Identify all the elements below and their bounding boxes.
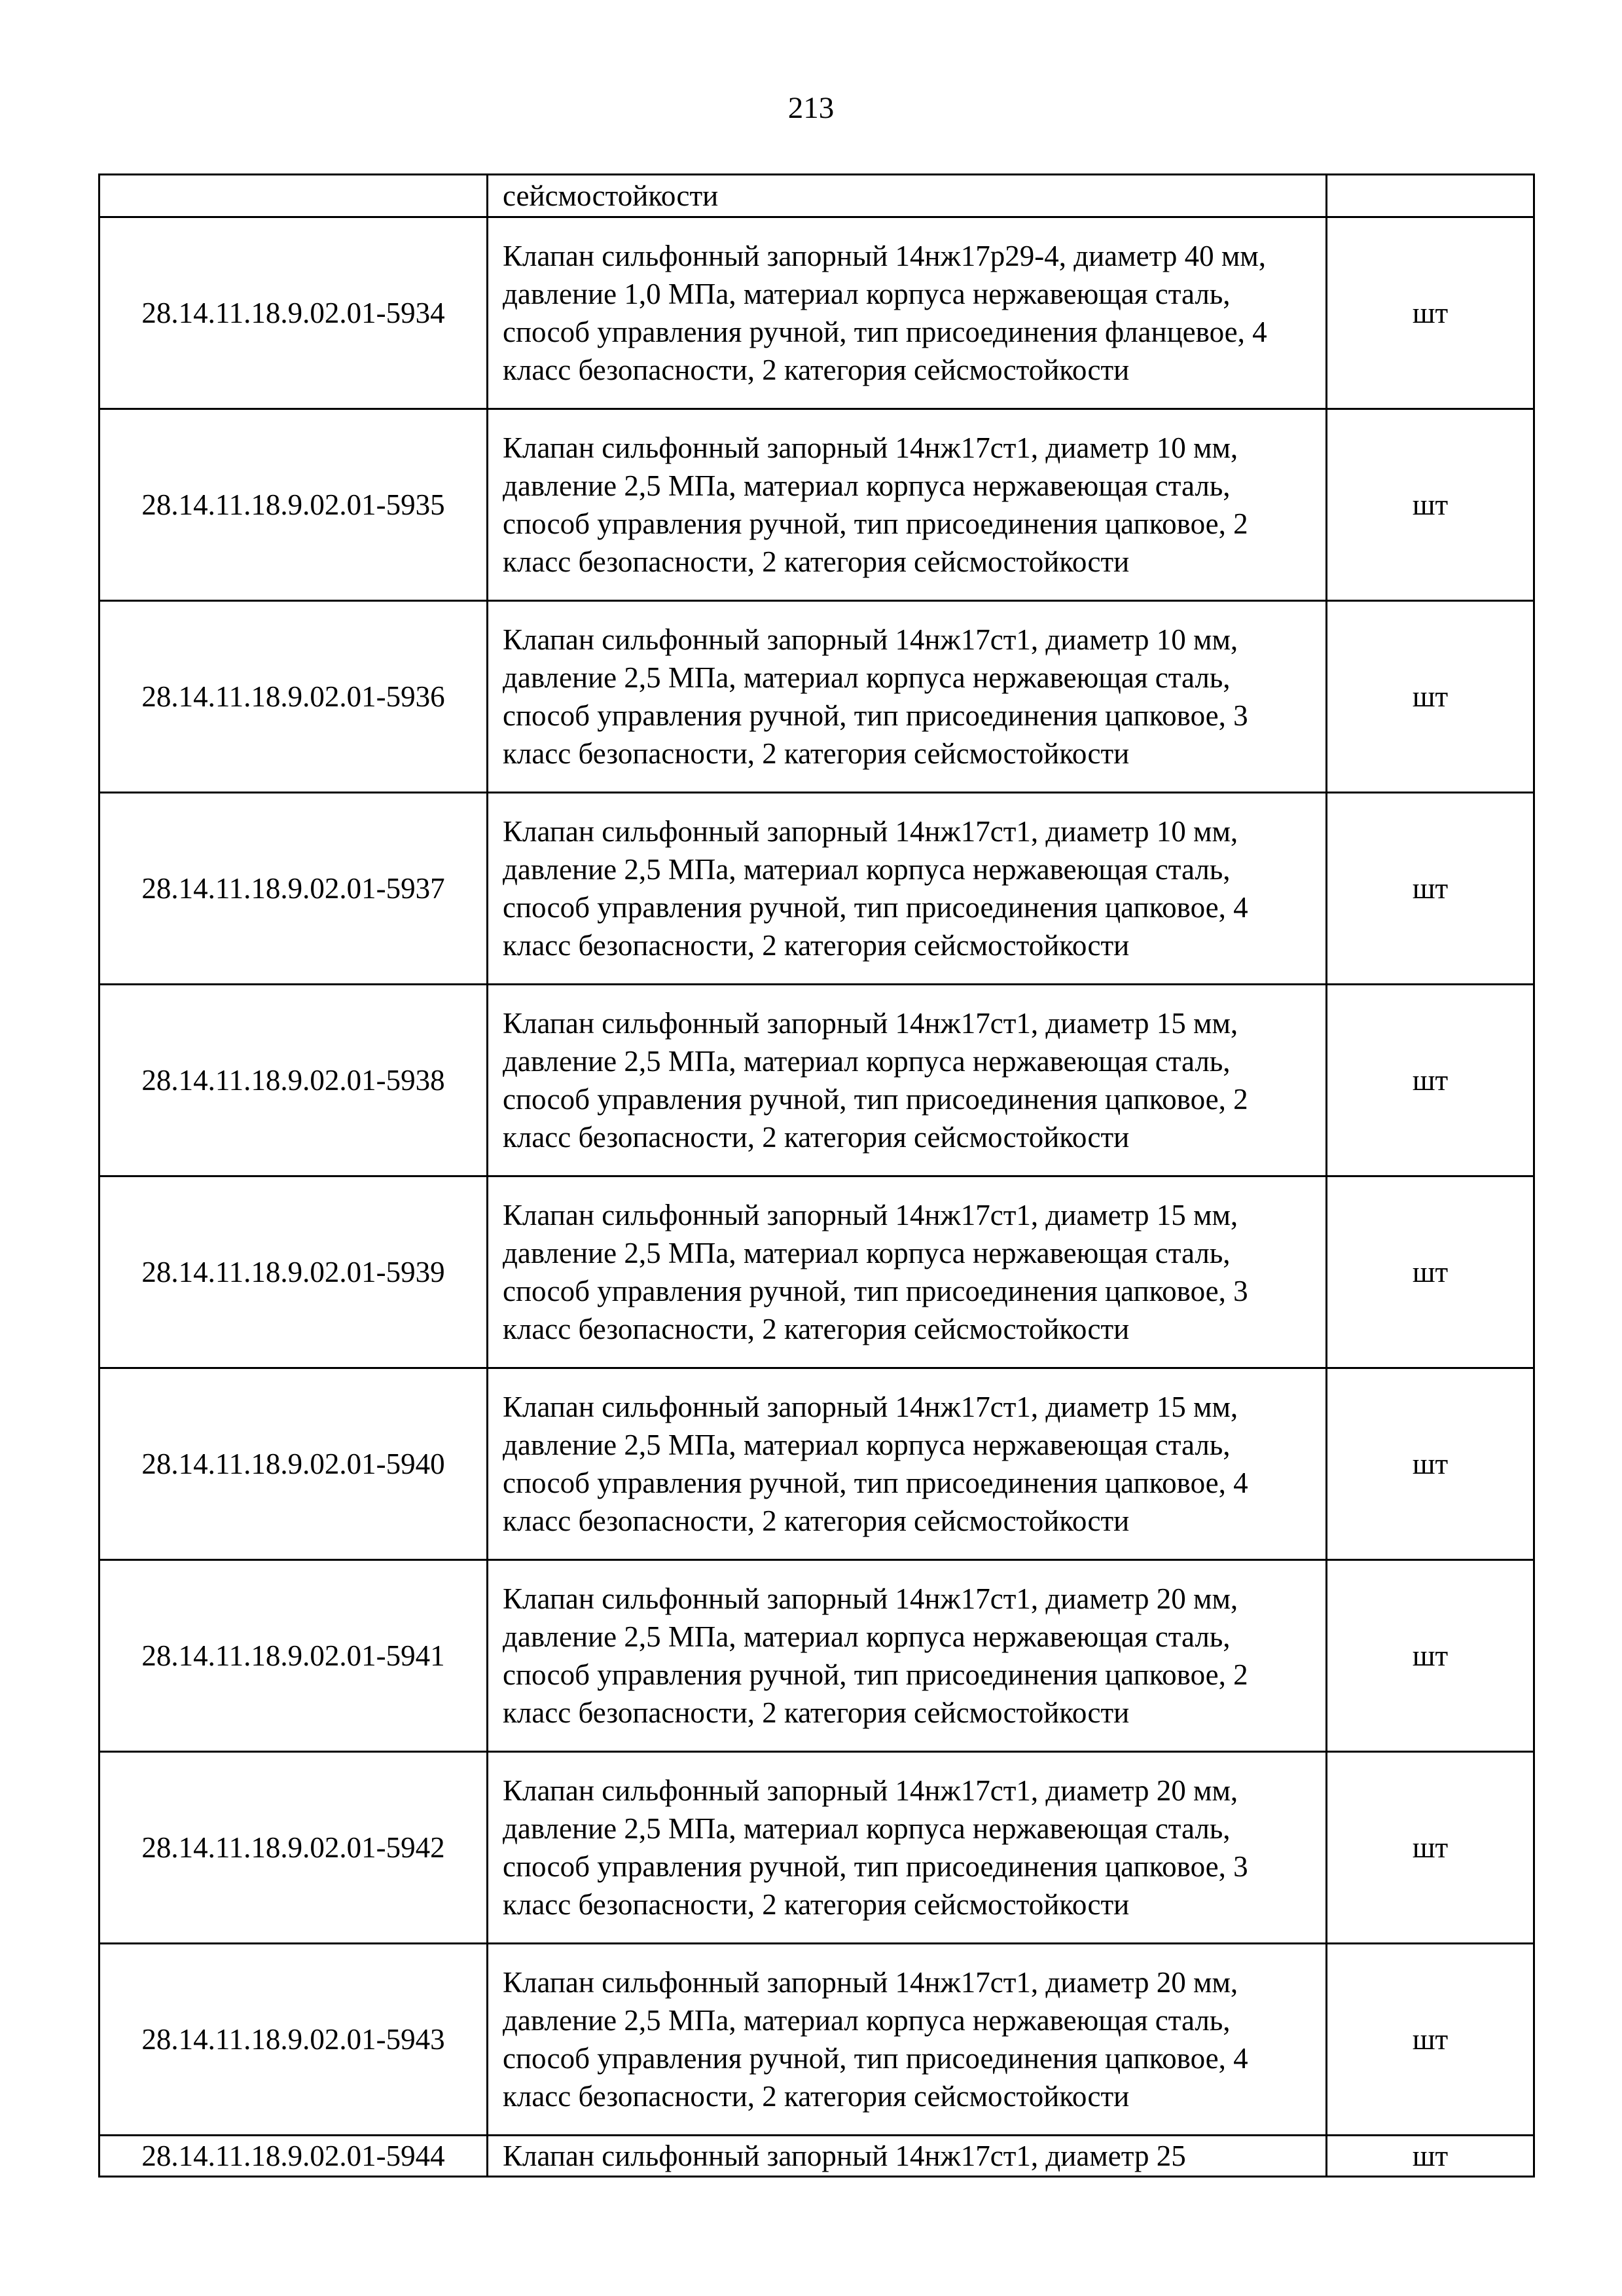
code-cell: 28.14.11.18.9.02.01-5941 [99, 1560, 488, 1752]
table-row [99, 409, 1534, 601]
description-cell: Клапан сильфонный запорный 14нж17ст1, диаметр 10 мм, давление 2,5 МПа, материал корпуса нержавеющая сталь, способ управления ручной, тип присоединения цапковое, 2 класс безопасности, 2 категория сейсмостойкости [488, 409, 1327, 601]
unit-cell: шт [1327, 1752, 1534, 1944]
description-cell: Клапан сильфонный запорный 14нж17ст1, диаметр 20 мм, давление 2,5 МПа, материал корпуса нержавеющая сталь, способ управления ручной, тип присоединения цапковое, 2 класс безопасности, 2 категория сейсмостойкости [488, 1560, 1327, 1752]
unit-cell: шт [1327, 1944, 1534, 2136]
code-cell: 28.14.11.18.9.02.01-5939 [99, 1176, 488, 1368]
unit-cell: шт [1327, 1560, 1534, 1752]
unit-cell: шт [1327, 2136, 1534, 2177]
code-cell: 28.14.11.18.9.02.01-5944 [99, 2136, 488, 2177]
code-cell: 28.14.11.18.9.02.01-5942 [99, 1752, 488, 1944]
table-row [99, 1176, 1534, 1368]
description-cell: сейсмостойкости [488, 175, 1327, 217]
specification-table [98, 173, 1535, 2178]
code-cell: 28.14.11.18.9.02.01-5943 [99, 1944, 488, 2136]
unit-cell: шт [1327, 409, 1534, 601]
table-row [99, 1368, 1534, 1560]
description-cell: Клапан сильфонный запорный 14нж17ст1, диаметр 20 мм, давление 2,5 МПа, материал корпуса нержавеющая сталь, способ управления ручной, тип присоединения цапковое, 4 класс безопасности, 2 категория сейсмостойкости [488, 1944, 1327, 2136]
unit-cell: шт [1327, 217, 1534, 409]
unit-cell: шт [1327, 1176, 1534, 1368]
table-row [99, 1560, 1534, 1752]
table-row [99, 601, 1534, 793]
table-row-last [99, 2136, 1534, 2177]
unit-cell: шт [1327, 985, 1534, 1176]
unit-cell: шт [1327, 601, 1534, 793]
table-row [99, 793, 1534, 985]
unit-cell [1327, 175, 1534, 217]
description-cell: Клапан сильфонный запорный 14нж17р29-4, диаметр 40 мм, давление 1,0 МПа, материал корпуса нержавеющая сталь, способ управления ручной, тип присоединения фланцевое, 4 класс безопасности, 2 категория сейсмостойкости [488, 217, 1327, 409]
table-row [99, 1944, 1534, 2136]
description-cell: Клапан сильфонный запорный 14нж17ст1, диаметр 20 мм, давление 2,5 МПа, материал корпуса нержавеющая сталь, способ управления ручной, тип присоединения цапковое, 3 класс безопасности, 2 категория сейсмостойкости [488, 1752, 1327, 1944]
description-cell: Клапан сильфонный запорный 14нж17ст1, диаметр 15 мм, давление 2,5 МПа, материал корпуса нержавеющая сталь, способ управления ручной, тип присоединения цапковое, 3 класс безопасности, 2 категория сейсмостойкости [488, 1176, 1327, 1368]
code-cell: 28.14.11.18.9.02.01-5935 [99, 409, 488, 601]
table-row [99, 1752, 1534, 1944]
unit-cell: шт [1327, 793, 1534, 985]
code-cell [99, 175, 488, 217]
description-cell: Клапан сильфонный запорный 14нж17ст1, диаметр 25 [488, 2136, 1327, 2177]
code-cell: 28.14.11.18.9.02.01-5936 [99, 601, 488, 793]
description-cell: Клапан сильфонный запорный 14нж17ст1, диаметр 15 мм, давление 2,5 МПа, материал корпуса нержавеющая сталь, способ управления ручной, тип присоединения цапковое, 4 класс безопасности, 2 категория сейсмостойкости [488, 1368, 1327, 1560]
description-cell: Клапан сильфонный запорный 14нж17ст1, диаметр 10 мм, давление 2,5 МПа, материал корпуса нержавеющая сталь, способ управления ручной, тип присоединения цапковое, 3 класс безопасности, 2 категория сейсмостойкости [488, 601, 1327, 793]
description-cell: Клапан сильфонный запорный 14нж17ст1, диаметр 10 мм, давление 2,5 МПа, материал корпуса нержавеющая сталь, способ управления ручной, тип присоединения цапковое, 4 класс безопасности, 2 категория сейсмостойкости [488, 793, 1327, 985]
table-row-continuation [99, 175, 1534, 217]
description-cell: Клапан сильфонный запорный 14нж17ст1, диаметр 15 мм, давление 2,5 МПа, материал корпуса нержавеющая сталь, способ управления ручной, тип присоединения цапковое, 2 класс безопасности, 2 категория сейсмостойкости [488, 985, 1327, 1176]
code-cell: 28.14.11.18.9.02.01-5937 [99, 793, 488, 985]
code-cell: 28.14.11.18.9.02.01-5940 [99, 1368, 488, 1560]
table-row [99, 217, 1534, 409]
code-cell: 28.14.11.18.9.02.01-5938 [99, 985, 488, 1176]
code-cell: 28.14.11.18.9.02.01-5934 [99, 217, 488, 409]
unit-cell: шт [1327, 1368, 1534, 1560]
page-number: 213 [787, 91, 835, 125]
table-row [99, 985, 1534, 1176]
